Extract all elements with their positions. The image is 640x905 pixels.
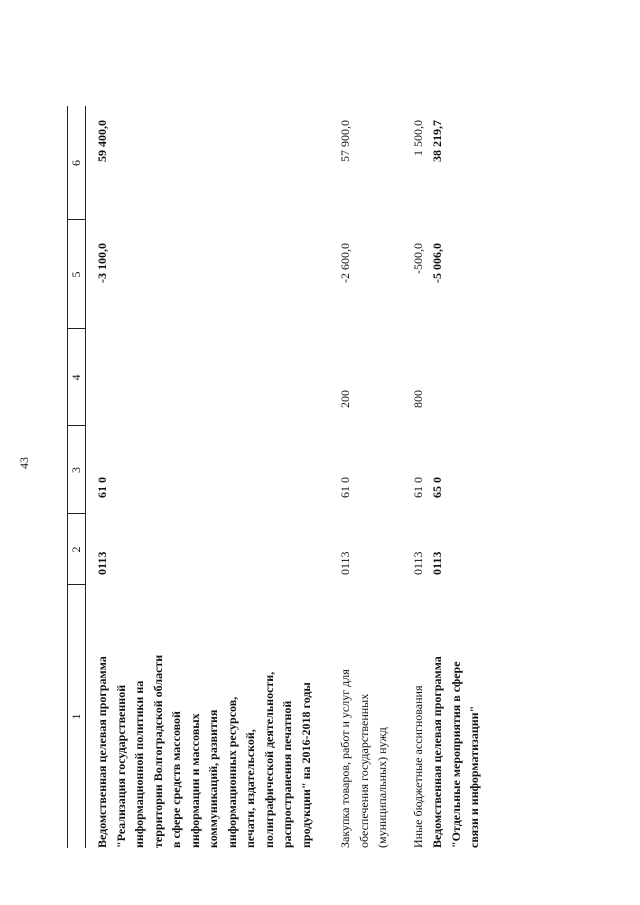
row-3-expense-type: 800 bbox=[411, 390, 425, 408]
row-2-section: 0113 bbox=[338, 551, 352, 575]
text-line: "Реализация государственной bbox=[113, 684, 128, 848]
col-header-4: 4 bbox=[69, 374, 83, 381]
text-line: распространения печатной bbox=[280, 700, 294, 848]
col-header-6: 6 bbox=[69, 160, 83, 166]
text-line: "Отдельные мероприятия в сфере bbox=[448, 661, 463, 848]
col-header-3: 3 bbox=[69, 467, 83, 473]
table-grid bbox=[67, 106, 582, 848]
row-2-target: 61 0 bbox=[338, 477, 352, 498]
text-line: информационных ресурсов, bbox=[224, 696, 239, 848]
row-3-name bbox=[409, 588, 428, 848]
col-header-1: 1 bbox=[69, 713, 83, 720]
row-1-target: 61 0 bbox=[95, 477, 109, 498]
row-1-name bbox=[93, 588, 315, 848]
col-header-5: 5 bbox=[69, 271, 83, 278]
row-2-total: 57 900,0 bbox=[338, 120, 352, 162]
row-4-total: 38 219,7 bbox=[430, 120, 444, 162]
row-4-target: 65 0 bbox=[430, 477, 444, 498]
col-header-2: 2 bbox=[69, 546, 83, 553]
text-line: полиграфической деятельности, bbox=[261, 671, 276, 848]
text-line: информационной политики на bbox=[132, 680, 146, 848]
text-line: информации и массовых bbox=[187, 713, 202, 848]
text-line: связи и информатизации" bbox=[467, 705, 481, 848]
text-line: печати, издательской, bbox=[243, 729, 257, 848]
budget-table bbox=[67, 106, 582, 848]
row-2-name bbox=[336, 588, 392, 848]
text-line: (муниципальных) нужд bbox=[375, 727, 389, 848]
row-2-change: -2 600,0 bbox=[338, 243, 352, 283]
text-line: продукции" на 2016-2018 годы bbox=[298, 682, 313, 848]
text-line: Иные бюджетные ассигнования bbox=[411, 685, 425, 848]
row-4-change: -5 006,0 bbox=[430, 243, 444, 283]
text-line: Закупка товаров, работ и услуг для bbox=[338, 669, 352, 848]
text-line: обеспечения государственных bbox=[356, 693, 371, 848]
page-number: 43 bbox=[17, 457, 31, 469]
text-line: Ведомственная целевая программа bbox=[95, 656, 109, 848]
row-3-section: 0113 bbox=[411, 551, 425, 575]
row-4-section: 0113 bbox=[430, 551, 444, 575]
row-1-section: 0113 bbox=[95, 551, 109, 575]
row-3-change: -500,0 bbox=[411, 243, 425, 274]
row-4-name bbox=[428, 588, 484, 848]
row-2-expense-type: 200 bbox=[338, 390, 352, 408]
text-line: Ведомственная целевая программа bbox=[430, 656, 444, 848]
text-line: территории Волгоградской области bbox=[150, 654, 165, 848]
row-3-total: 1 500,0 bbox=[411, 120, 425, 156]
text-line: коммуникаций, развития bbox=[206, 709, 220, 848]
header-bottom-rule bbox=[85, 106, 86, 848]
text-line: в сфере средств массовой bbox=[169, 711, 183, 848]
row-1-total: 59 400,0 bbox=[95, 120, 109, 162]
row-1-change: -3 100,0 bbox=[95, 243, 109, 283]
row-3-target: 61 0 bbox=[411, 477, 425, 498]
